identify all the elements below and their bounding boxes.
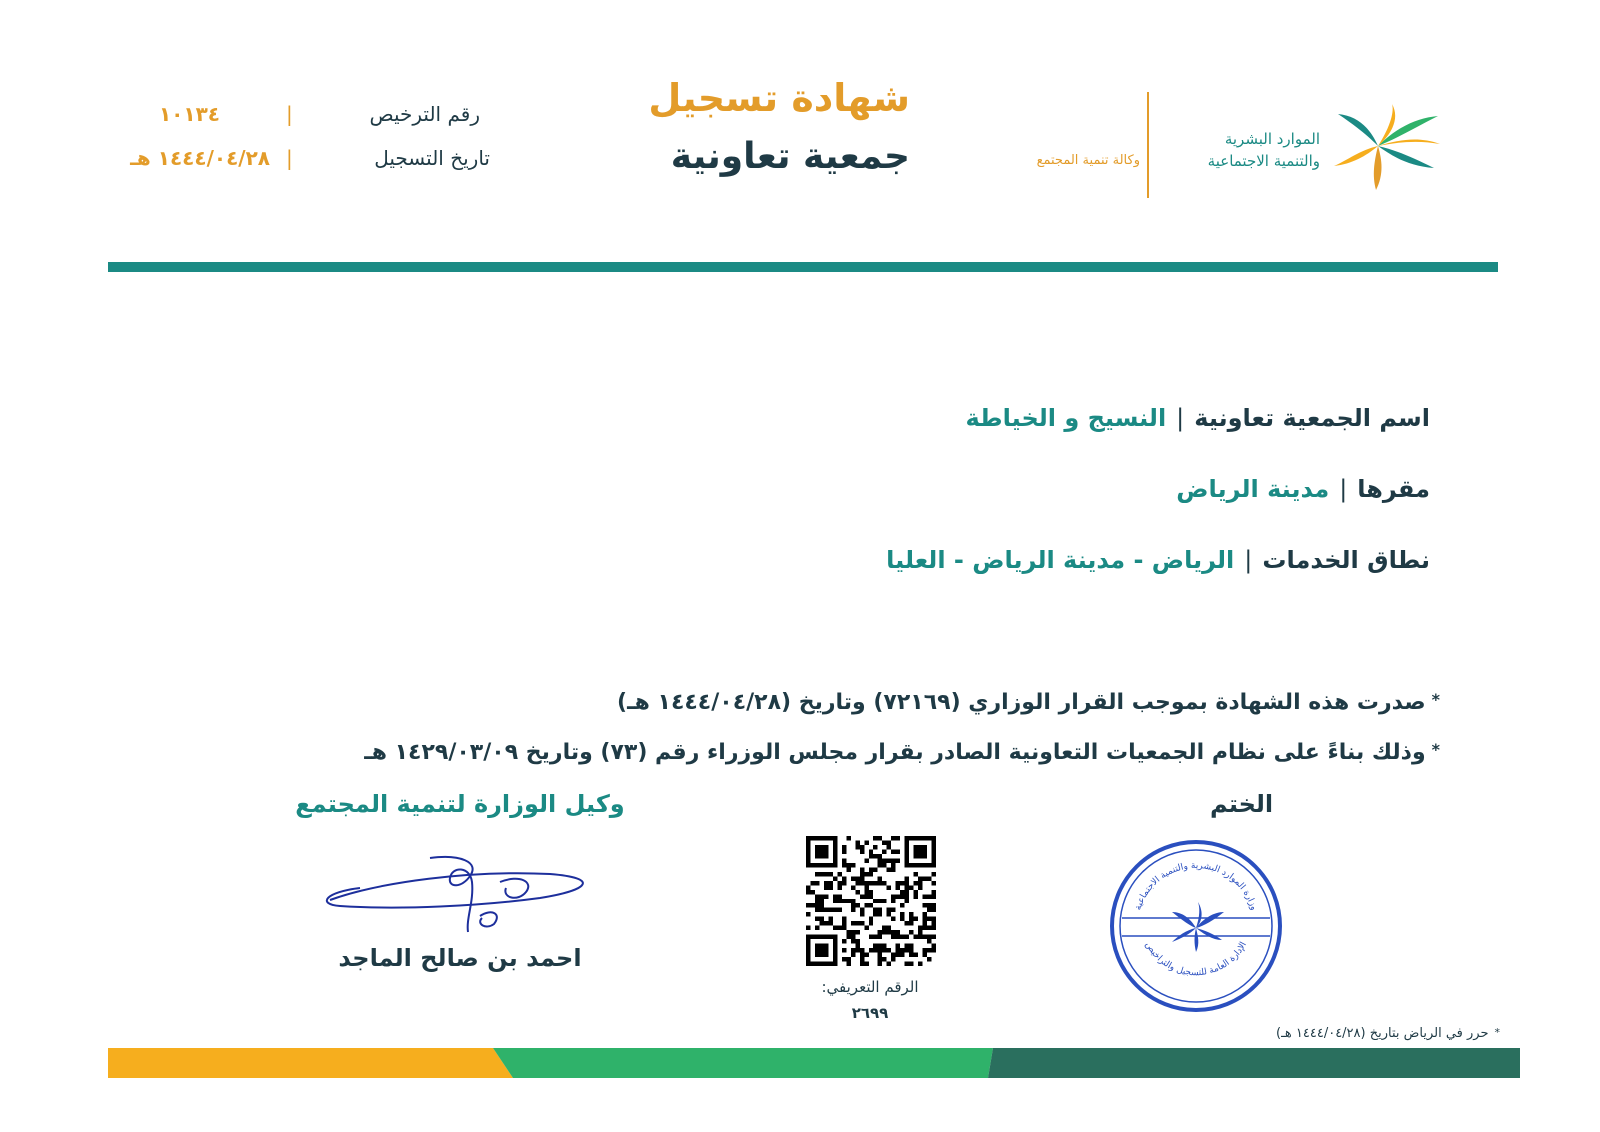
certificate-subtitle: جمعية تعاونية <box>670 136 910 177</box>
field-value: النسيج و الخياطة <box>965 404 1167 432</box>
ministry-logo <box>1330 104 1442 192</box>
field-value: مدينة الرياض <box>1176 475 1330 503</box>
header-divider <box>1147 92 1149 198</box>
handwritten-signature <box>320 852 600 938</box>
registration-date-separator: | <box>286 146 293 170</box>
seal-heading: الختم <box>1210 790 1274 818</box>
agency-name: وكالة تنمية المجتمع <box>1036 153 1140 168</box>
ministry-name <box>1150 128 1320 172</box>
seal-ring-top-text: وزارة الموارد البشرية والتنمية الاجتماعية <box>1133 860 1259 912</box>
signer-name: احمد بن صالح الماجد <box>338 944 582 972</box>
seal-ring-bottom-text: الإدارة العامة للتسجيل والتراخيص <box>1142 940 1250 979</box>
note-text: صدرت هذه الشهادة بموجب القرار الوزاري (٧٢١٦٩) وتاريخ (١٤٤٤/٠٤/٢٨ هـ) <box>617 690 1426 715</box>
note-marker: * <box>1431 740 1440 759</box>
issued-note-text: حرر في الرياض بتاريخ (١٤٤٤/٠٤/٢٨ هـ) <box>1276 1026 1489 1041</box>
license-value: ١٠١٣٤ <box>158 102 220 126</box>
ministry-name-line2: والتنمية الاجتماعية <box>1207 152 1320 170</box>
qr-code <box>806 836 936 966</box>
field-label: اسم الجمعية تعاونية <box>1194 404 1430 432</box>
footer-color-band <box>108 1048 1520 1078</box>
field-separator: | <box>1176 404 1185 432</box>
official-seal <box>1108 838 1284 1014</box>
note-decision <box>617 690 1440 715</box>
issued-note <box>1250 1026 1500 1041</box>
identifier-label: الرقم التعريفي: <box>821 978 919 996</box>
field-label: مقرها <box>1357 475 1430 503</box>
identifier-value: ٢٦٩٩ <box>851 1004 889 1022</box>
field-separator: | <box>1339 475 1348 503</box>
registration-date-label: تاريخ التسجيل <box>374 146 490 170</box>
svg-text:وزارة الموارد البشرية والتنمية <box>1133 861 1258 912</box>
note-marker: * <box>1494 1026 1500 1039</box>
field-headquarters <box>1176 475 1430 503</box>
license-separator: | <box>286 102 293 126</box>
ministry-name-line1: الموارد البشرية <box>1224 130 1320 148</box>
note-text: وذلك بناءً على نظام الجمعيات التعاونية الصادر بقرار مجلس الوزراء رقم (٧٣) وتاريخ ١٤٢٩/٠٣/٠٩ هـ <box>364 740 1426 765</box>
field-value: الرياض - مدينة الرياض - العليا <box>886 546 1235 574</box>
field-label: نطاق الخدمات <box>1262 546 1430 574</box>
header-rule <box>108 262 1498 272</box>
note-marker: * <box>1431 690 1440 709</box>
license-label: رقم الترخيص <box>369 102 480 126</box>
seal-emblem-icon <box>1172 902 1224 952</box>
field-separator: | <box>1244 546 1253 574</box>
registration-date-value: ١٤٤٤/٠٤/٢٨ هـ <box>130 146 270 170</box>
signature-heading: وكيل الوزارة لتنمية المجتمع <box>295 790 625 818</box>
field-service-scope <box>886 546 1430 574</box>
note-regulation <box>364 740 1440 765</box>
certificate-title: شهادة تسجيل <box>648 76 910 120</box>
field-association-name <box>965 404 1430 432</box>
